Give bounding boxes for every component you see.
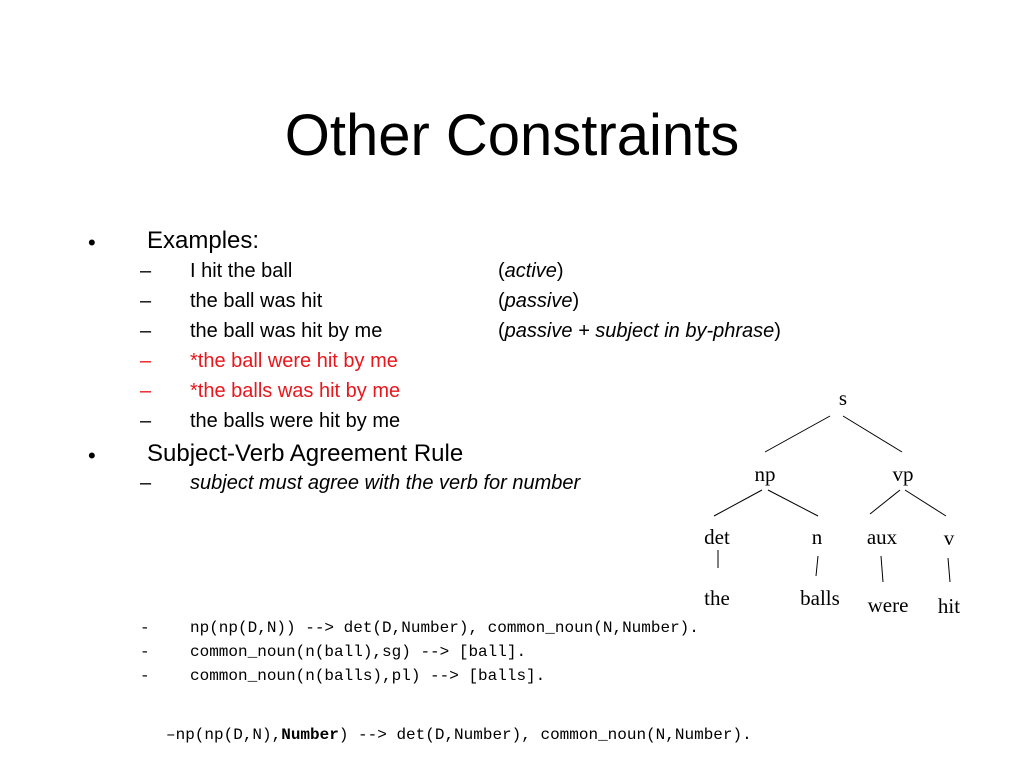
example-sentence: the ball was hit by me — [190, 320, 383, 342]
bullet-marker: • — [88, 230, 96, 255]
tree-node-v: v — [943, 526, 955, 550]
code-line: common_noun(n(balls),pl) --> [balls]. — [190, 667, 546, 685]
code-dash: - — [140, 619, 150, 637]
sub-dash: – — [140, 380, 152, 402]
sub-dash: – — [140, 472, 152, 494]
slide-title: Other Constraints — [284, 103, 740, 168]
bullet-marker: • — [88, 443, 96, 468]
bottom-code-line: –np(np(D,N),Number) --> det(D,Number), common_noun(N,Number). — [166, 726, 752, 744]
tree-edge — [765, 416, 830, 452]
example-sentence: the ball was hit — [190, 290, 323, 312]
tree-leaf-were: were — [867, 593, 909, 617]
rule-description: subject must agree with the verb for number — [190, 472, 581, 494]
code-dash: - — [140, 667, 150, 685]
tree-edge — [905, 490, 946, 516]
code-line: common_noun(n(ball),sg) --> [ball]. — [190, 643, 527, 661]
tree-node-n: n — [811, 525, 823, 549]
sub-dash: – — [140, 350, 152, 372]
tree-edge — [816, 556, 818, 576]
tree-edge — [948, 558, 950, 582]
tree-edge — [881, 556, 883, 582]
code-line: np(np(D,N)) --> det(D,Number), common_noun(N,Number). — [190, 619, 699, 637]
tree-edge — [870, 490, 900, 514]
tree-node-s: s — [838, 386, 848, 410]
example-note: (passive) — [498, 290, 580, 312]
rule-label: Subject-Verb Agreement Rule — [147, 440, 464, 467]
tree-leaf-hit: hit — [937, 594, 961, 618]
tree-edge — [768, 490, 818, 516]
tree-node-np: np — [754, 462, 776, 486]
ungrammatical-example: *the balls was hit by me — [190, 380, 401, 402]
sub-dash: – — [140, 260, 152, 282]
tree-node-aux: aux — [866, 525, 898, 549]
tree-node-det: det — [704, 525, 730, 549]
example-sentence: the balls were hit by me — [190, 410, 401, 432]
ungrammatical-example: *the ball were hit by me — [190, 350, 398, 372]
example-sentence: I hit the ball — [190, 260, 293, 282]
tree-edge — [714, 490, 762, 516]
tree-edge — [843, 416, 902, 452]
sub-dash: – — [140, 290, 152, 312]
example-note: (active) — [498, 260, 564, 282]
tree-leaf-the: the — [704, 586, 730, 610]
code-dash: - — [140, 643, 150, 661]
examples-label: Examples: — [147, 227, 260, 254]
sub-dash: – — [140, 320, 152, 342]
tree-node-vp: vp — [892, 462, 914, 486]
tree-leaf-balls: balls — [800, 586, 840, 610]
example-note: (passive + subject in by-phrase) — [498, 320, 781, 342]
sub-dash: – — [140, 410, 152, 432]
